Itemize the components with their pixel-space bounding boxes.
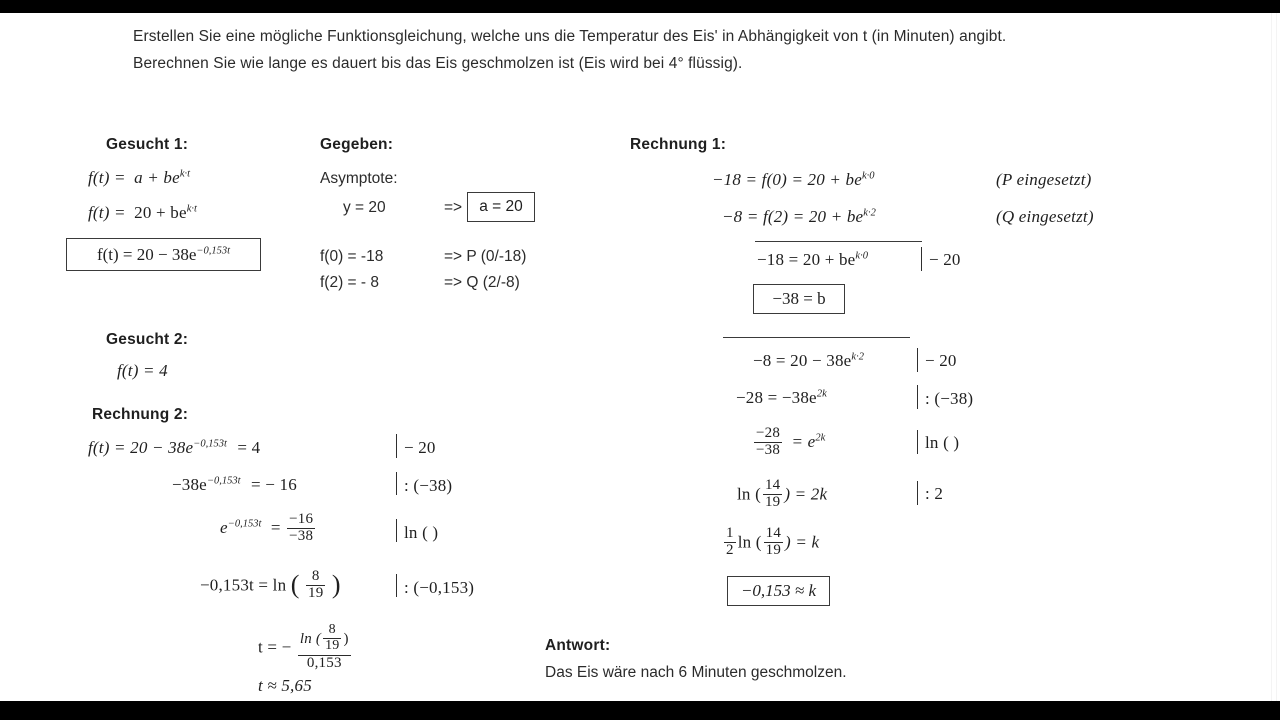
rechnung2-step-4-numerator: 8 — [311, 568, 320, 584]
rechnung1-op-bar-7 — [917, 481, 918, 505]
rechnung2-step-3-numerator: −16 — [289, 511, 314, 527]
rechnung1-step-8-coef-numerator: 1 — [726, 525, 734, 541]
rechnung2-op-bar-2 — [396, 472, 397, 495]
rechnung1-step-7-numerator: 14 — [764, 477, 781, 493]
heading-rechnung-1: Rechnung 1: — [630, 136, 727, 153]
rechnung1-divider-1 — [755, 241, 922, 242]
rechnung1-step-8-coef-denominator: 2 — [726, 541, 734, 558]
rechnung1-boxed-k: −0,153 ≈ k — [727, 576, 830, 606]
rechnung1-step-6-numerator: −28 — [756, 425, 781, 441]
rechnung1-step-8-rhs: ) = k — [785, 532, 820, 552]
rechnung1-step-6-fraction — [754, 426, 782, 459]
rechnung1-step-5-main: $-28 = -38e^{2k}$ — [736, 388, 827, 407]
rechnung2-step-3 — [220, 513, 317, 546]
heading-gesucht-1: Gesucht 1: — [106, 136, 189, 153]
rechnung2-step-4-paren-open: ( — [290, 570, 300, 600]
gesucht1-equation-2-lhs: f(t) = — [88, 203, 126, 222]
rechnung1-step-8-coefficient — [724, 526, 736, 559]
right-edge-line-1 — [1271, 13, 1272, 701]
rechnung1-step-7-op: : 2 — [925, 484, 944, 503]
rechnung1-step-1-main: $-18 = f(0) = 20 + be^{k\cdot 0}$ — [712, 170, 875, 189]
rechnung1-boxed-b: −38 = b — [753, 284, 845, 314]
rechnung2-step-2-exponent: −0,153t — [206, 475, 241, 487]
rechnung1-step-3 — [757, 250, 868, 270]
gesucht1-equation-2-exponent: k·t — [186, 203, 197, 215]
rechnung2-step-1 — [88, 438, 260, 458]
gesucht1-equation-1-exponent: k·t — [179, 168, 191, 180]
rechnung2-step-5-outer-denominator: 0,153 — [298, 655, 351, 672]
gegeben-row-0-left: f(0) = -18 — [320, 248, 384, 265]
gesucht1-equation-2 — [88, 203, 197, 223]
rechnung1-step-6-denominator: −38 — [756, 441, 781, 458]
rechnung1-step-7-fraction — [763, 478, 782, 511]
gesucht1-equation-1-lhs: f(t) = — [88, 168, 126, 187]
task-prompt — [133, 23, 1143, 77]
rechnung1-step-8-ln: ln ( — [737, 532, 762, 552]
rechnung1-step-5 — [736, 388, 827, 408]
right-edge-line-2 — [1276, 13, 1277, 701]
rechnung2-step-5-inner-numerator: 8 — [328, 622, 336, 637]
gesucht1-equation-1-rhs: $a + be^{k\cdot t}$ — [134, 168, 191, 187]
rechnung1-step-4 — [753, 351, 864, 371]
rechnung2-step-5-lhs: t = − — [258, 637, 292, 657]
rechnung1-step-5-op: : (−38) — [925, 389, 974, 408]
rechnung1-step-1-note: (P eingesetzt) — [996, 170, 1092, 189]
rechnung1-step-8-fraction — [764, 526, 783, 559]
rechnung1-step-1 — [712, 170, 875, 190]
gegeben-asymptote-value: y = 20 — [343, 199, 386, 216]
rechnung1-op-bar-5 — [917, 385, 918, 409]
rechnung2-step-5-inner-denominator: 19 — [325, 637, 340, 653]
letterbox-top-bar — [0, 0, 1280, 13]
rechnung2-step-1-main: $f(t) = 20 - 38e^{-0,153t}$ — [88, 438, 227, 457]
rechnung2-step-4-paren-close: ) — [331, 570, 341, 600]
rechnung2-step-5-outer-fraction — [298, 624, 351, 672]
rechnung2-step-4-op: : (−0,153) — [404, 578, 475, 597]
gegeben-row-1-right: => Q (2/-8) — [444, 274, 520, 291]
antwort-text: Das Eis wäre nach 6 Minuten geschmolzen. — [545, 664, 847, 681]
gesucht1-boxed-result-text: $f(t) = 20 - 38e^{-0,153t}$ — [96, 244, 231, 264]
heading-antwort: Antwort: — [545, 637, 611, 654]
rechnung2-step-1-op: − 20 — [404, 438, 436, 457]
letterbox-bottom-bar — [0, 701, 1280, 720]
gegeben-asymptote-arrow: => — [444, 199, 463, 216]
rechnung2-step-3-denominator: −38 — [289, 527, 314, 544]
rechnung2-step-5-paren-close: ) — [343, 630, 349, 647]
rechnung2-step-3-exponent: −0,153t — [227, 518, 262, 530]
task-prompt-line-2: Berechnen Sie wie lange es dauert bis das Eis geschmolzen ist (Eis wird bei 4° flüssig). — [133, 55, 743, 72]
rechnung2-step-2-main: $-38e^{-0,153t}$ — [172, 475, 241, 494]
rechnung2-op-bar-1 — [396, 434, 397, 458]
gegeben-asymptote-label: Asymptote: — [320, 170, 398, 187]
rechnung1-step-8-numerator: 14 — [765, 525, 782, 541]
rechnung1-op-bar-6 — [917, 430, 918, 454]
gesucht1-equation-2-rhs: $20 + be^{k\cdot t}$ — [134, 203, 197, 222]
rechnung1-step-7 — [737, 479, 827, 512]
rechnung2-step-5 — [258, 622, 353, 673]
rechnung2-step-4-denominator: 19 — [308, 584, 324, 601]
rechnung2-step-3-op: ln ( ) — [404, 523, 439, 542]
rechnung1-step-3-op: − 20 — [929, 250, 961, 269]
rechnung1-step-1-exponent: k·0 — [861, 170, 875, 182]
rechnung1-step-2 — [722, 207, 876, 227]
rechnung1-step-6-rhs: = $e^{2k}$ — [791, 432, 826, 452]
rechnung2-step-2-tail: = − 16 — [251, 475, 297, 494]
gegeben-row-0-right: => P (0/-18) — [444, 248, 527, 265]
rechnung1-step-2-exponent: k·2 — [863, 207, 876, 219]
rechnung1-op-bar-4 — [917, 348, 918, 372]
heading-gesucht-2: Gesucht 2: — [106, 331, 189, 348]
gegeben-row-1-left: f(2) = - 8 — [320, 274, 380, 291]
rechnung2-op-bar-3 — [396, 519, 397, 542]
rechnung2-step-3-equals: = — [270, 518, 281, 538]
gesucht2-equation: f(t) = 4 — [117, 361, 168, 380]
rechnung1-step-3-main: $-18 = 20 + be^{k\cdot 0}$ — [757, 250, 868, 269]
gesucht1-boxed-result — [66, 238, 261, 271]
rechnung2-step-3-fraction — [287, 512, 315, 545]
gesucht1-boxed-exponent: −0,153t — [196, 244, 231, 256]
task-prompt-line-1: Erstellen Sie eine mögliche Funktionsgleichung, welche uns die Temperatur des Eis' in Abhängigkeit von t (in Minuten) angibt. — [133, 28, 1007, 45]
gegeben-boxed-a: a = 20 — [467, 192, 535, 222]
rechnung1-op-bar-3 — [921, 247, 922, 271]
rechnung2-step-1-exponent: −0,153t — [193, 438, 227, 450]
rechnung1-step-6 — [752, 427, 825, 460]
rechnung1-step-5-exponent: 2k — [816, 388, 827, 400]
rechnung1-step-4-main: $-8 = 20 - 38e^{k\cdot 2}$ — [753, 351, 864, 370]
gesucht1-equation-1 — [88, 168, 190, 188]
rechnung1-step-2-main: $-8 = f(2) = 20 + be^{k\cdot 2}$ — [722, 207, 876, 226]
rechnung1-step-4-op: − 20 — [925, 351, 957, 370]
heading-gegeben: Gegeben: — [320, 136, 394, 153]
rechnung1-step-8 — [722, 527, 819, 560]
rechnung2-step-5-outer-numerator: ln ( $\frac{8}{19}$ ) — [299, 622, 349, 653]
rechnung2-step-5-inner-fraction — [323, 623, 341, 654]
rechnung2-step-4 — [200, 570, 341, 603]
rechnung1-step-6-exponent: 2k — [815, 432, 826, 444]
rechnung1-step-6-op: ln ( ) — [925, 433, 960, 452]
rechnung1-step-2-note: (Q eingesetzt) — [996, 207, 1094, 226]
rechnung1-divider-2 — [723, 337, 910, 338]
rechnung2-op-bar-4 — [396, 574, 397, 597]
rechnung1-step-4-exponent: k·2 — [851, 351, 864, 363]
rechnung2-step-6-result: t ≈ 5,65 — [258, 676, 312, 695]
rechnung1-step-8-denominator: 19 — [765, 541, 782, 558]
rechnung2-step-4-fraction — [306, 569, 325, 602]
rechnung2-step-2-op: : (−38) — [404, 476, 453, 495]
rechnung2-step-1-tail: = 4 — [237, 438, 261, 457]
rechnung2-step-3-lhs: $e^{-0,153t}$ — [220, 518, 262, 538]
rechnung2-step-4-lhs: −0,153t = ln — [200, 575, 287, 595]
rechnung1-step-7-rhs: ) = 2k — [784, 484, 828, 504]
rechnung2-step-2 — [172, 475, 297, 495]
rechnung1-step-7-ln: ln ( — [737, 484, 761, 504]
rechnung1-step-3-exponent: k·0 — [855, 250, 868, 262]
rechnung1-step-7-denominator: 19 — [764, 493, 781, 510]
heading-rechnung-2: Rechnung 2: — [92, 406, 189, 423]
